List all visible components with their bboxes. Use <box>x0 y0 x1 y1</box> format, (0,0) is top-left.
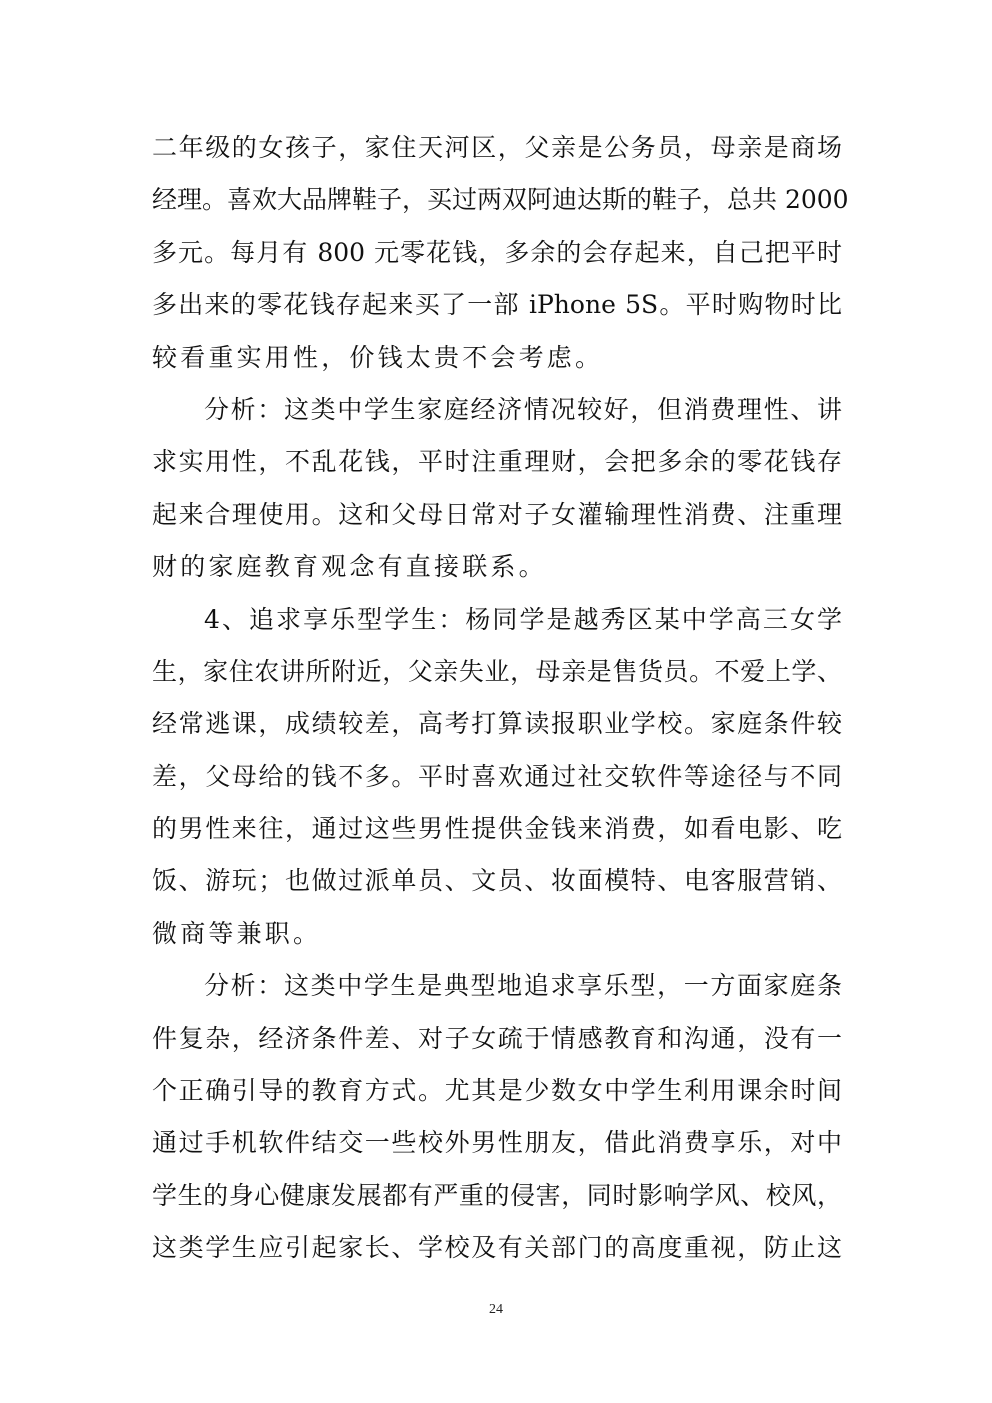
text-line: 通过手机软件结交一些校外男性朋友，借此消费享乐，对中 <box>152 1128 842 1158</box>
text-line: 个正确引导的教育方式。尤其是少数女中学生利用课余时间 <box>152 1076 842 1106</box>
text-line: 较看重实用性，价钱太贵不会考虑。 <box>152 342 604 372</box>
text-line: 学生的身心健康发展都有严重的侵害，同时影响学风、校风， <box>152 1180 842 1210</box>
text-line: 微商等兼职。 <box>152 918 322 948</box>
text-line: 多元。每月有 800 元零花钱，多余的会存起来，自己把平时 <box>152 237 842 267</box>
page-number: 24 <box>489 1302 503 1317</box>
text-line: 多出来的零花钱存起来买了一部 iPhone 5S。平时购物时比 <box>152 290 842 320</box>
text-line: 起来合理使用。这和父母日常对子女灌输理性消费、注重理 <box>152 499 842 529</box>
text-line: 件复杂，经济条件差、对子女疏于情感教育和沟通，没有一 <box>152 1023 842 1053</box>
text-line: 求实用性，不乱花钱，平时注重理财，会把多余的零花钱存 <box>152 447 842 477</box>
text-line: 生，家住农讲所附近，父亲失业，母亲是售货员。不爱上学、 <box>152 656 842 686</box>
text-line: 差，父母给的钱不多。平时喜欢通过社交软件等途径与不同 <box>152 761 842 791</box>
paragraph-first-line: 4、追求享乐型学生：杨同学是越秀区某中学高三女学 <box>204 604 842 634</box>
text-line: 的男性来往，通过这些男性提供金钱来消费，如看电影、吃 <box>152 814 842 844</box>
text-line: 经理。喜欢大品牌鞋子，买过两双阿迪达斯的鞋子，总共 2000 <box>152 185 849 215</box>
text-line: 财的家庭教育观念有直接联系。 <box>152 552 547 582</box>
paragraph-first-line: 分析：这类中学生家庭经济情况较好，但消费理性、讲 <box>204 394 842 424</box>
text-line: 饭、游玩；也做过派单员、文员、妆面模特、电客服营销、 <box>152 866 842 896</box>
text-line: 这类学生应引起家长、学校及有关部门的高度重视，防止这 <box>152 1233 842 1263</box>
paragraph-first-line: 分析：这类中学生是典型地追求享乐型，一方面家庭条 <box>204 971 842 1001</box>
text-line: 经常逃课，成绩较差，高考打算读报职业学校。家庭条件较 <box>152 709 842 739</box>
document-body <box>152 122 849 1275</box>
text-line: 二年级的女孩子，家住天河区，父亲是公务员，母亲是商场 <box>152 133 842 162</box>
